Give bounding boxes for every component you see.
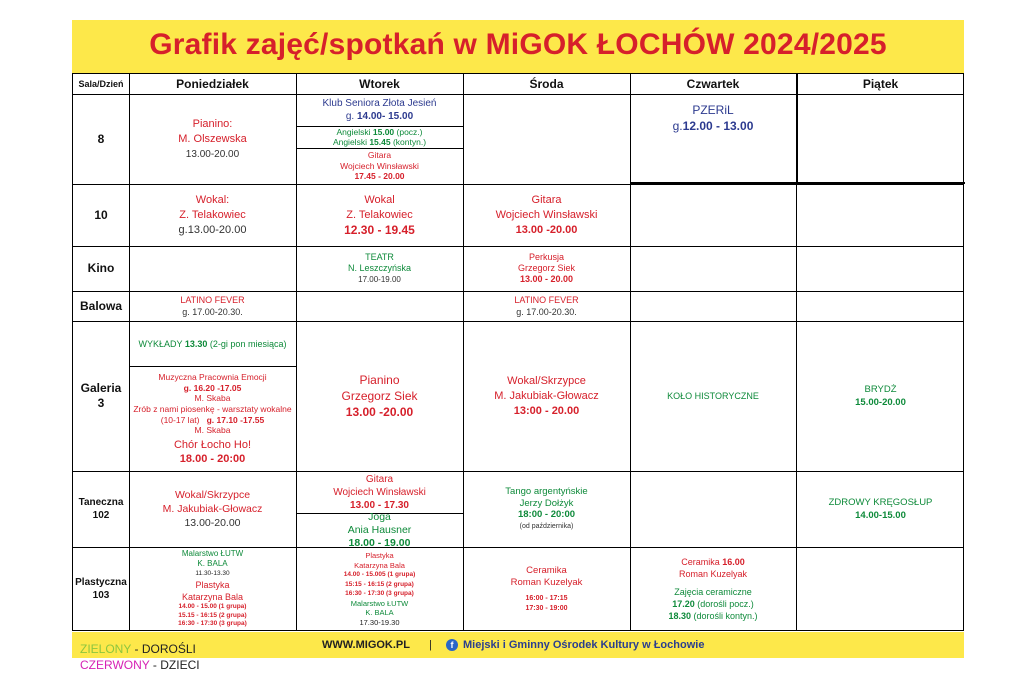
- class-instructor: Wojciech Winsławski: [333, 486, 426, 498]
- class-level: (dorośli pocz.): [694, 599, 754, 609]
- class-brydz: [796, 321, 965, 471]
- class-wokal-skrzypce-monday: [129, 471, 296, 547]
- class-ceramika-wednesday: [463, 547, 630, 631]
- class-time: 13.00 - 20.00: [519, 274, 574, 284]
- class-gitara-taneczna: [296, 471, 463, 513]
- class-latino-monday: [129, 291, 296, 321]
- footer-bar: [72, 632, 964, 658]
- room-plastyczna-name: Plastyczna: [75, 577, 127, 588]
- class-time: 13.30: [184, 338, 208, 349]
- legend-green: [80, 642, 196, 656]
- class-title: Perkusja: [528, 252, 564, 262]
- class-instructor: Ania Hausner: [347, 524, 412, 536]
- header-room-day: Sala/Dzień: [78, 79, 124, 89]
- class-title: Gitara: [531, 193, 562, 206]
- room-taneczna: [73, 471, 129, 547]
- room-balowa: Balowa: [79, 298, 122, 313]
- class-instructor: M. Skaba: [194, 425, 231, 436]
- class-angielski-begin: [336, 127, 422, 137]
- website-link[interactable]: WWW.MIGOK.PL: [322, 639, 410, 651]
- legend-separator: -: [149, 658, 161, 672]
- room-galeria-name: Galeria: [80, 381, 122, 395]
- class-time: 15.00-20.00: [855, 397, 906, 408]
- class-title: Pianino:: [192, 117, 233, 130]
- class-time: 17.30-19.30: [359, 617, 400, 627]
- class-title: Ceramika: [681, 557, 723, 567]
- class-group-1: 14.00 - 15.00 (1 grupa): [178, 603, 247, 611]
- class-title: LATINO FEVER: [180, 295, 245, 305]
- class-title: Klub Seniora Złota Jesień: [322, 98, 437, 109]
- class-title: Zrób z nami piosenkę - warsztaty wokalne: [133, 404, 292, 414]
- time-value: 12.00 - 13.00: [682, 119, 754, 133]
- class-title: Wokal/Skrzypce: [174, 489, 251, 501]
- class-instructor: Katarzyna Bala: [354, 560, 405, 570]
- class-group-2: 15.15 - 16:15 (2 grupa): [178, 611, 247, 619]
- class-perkusja: [463, 246, 630, 291]
- class-level: (dorośli kontyn.): [691, 611, 758, 621]
- class-group-2: 15:15 - 16:15 (2 grupa): [345, 580, 414, 588]
- legend-meaning: DOROŚLI: [141, 642, 196, 656]
- class-time: 12.30 - 19.45: [344, 222, 415, 237]
- class-plastyka-tuesday: [296, 547, 463, 631]
- class-time: 14.00-15.00: [855, 510, 906, 521]
- class-title: Pianino: [359, 373, 400, 387]
- class-joga: [296, 511, 463, 549]
- class-time: 18:00 - 20:00: [517, 509, 576, 520]
- schedule-table: [72, 73, 964, 631]
- class-instructor: K. BALA: [197, 559, 228, 569]
- class-time: 17.00-19.00: [358, 275, 401, 284]
- class-title: Plastyka: [365, 551, 394, 560]
- class-ceramika-thursday: [630, 547, 796, 631]
- header-monday: Poniedziałek: [176, 77, 249, 91]
- class-time: 18.30: [668, 611, 691, 621]
- class-note: (2-gi pon miesiąca): [207, 338, 287, 349]
- class-time: [673, 118, 754, 134]
- class-title: Wokal:: [195, 193, 230, 206]
- legend-color-name: ZIELONY: [80, 642, 132, 656]
- class-time: g. 16.20 -17.05: [183, 382, 242, 393]
- class-title: TEATR: [365, 252, 394, 262]
- class-title: Joga: [368, 511, 391, 523]
- class-level: (pocz.): [394, 127, 423, 137]
- class-time: 13.00 - 17.30: [350, 499, 409, 511]
- class-time: 15.00: [372, 127, 395, 137]
- class-title: LATINO FEVER: [514, 295, 579, 305]
- room-kino: Kino: [87, 261, 115, 275]
- class-instructor: N. Leszczyńska: [347, 263, 412, 273]
- class-wokal-tuesday: [296, 184, 463, 246]
- class-level: (kontyn.): [390, 137, 427, 147]
- class-title: Wokal: [364, 193, 395, 206]
- class-instructor: M. Olszewska: [178, 132, 247, 145]
- class-time: [346, 110, 413, 123]
- class-instructor: M. Jakubiak-Głowacz: [162, 503, 263, 515]
- class-group-1: 14.00 - 15.005 (1 grupa): [343, 571, 416, 578]
- class-time: 13:00 - 20.00: [513, 404, 580, 417]
- room-taneczna-name: Taneczna: [78, 497, 124, 508]
- class-ceramika-line: [681, 556, 745, 568]
- class-teatr: [296, 246, 463, 291]
- class-instructor: K. BALA: [365, 608, 394, 617]
- class-title: BRYDŻ: [864, 384, 897, 395]
- class-instructor: Roman Kuzelyak: [678, 569, 748, 579]
- class-time: g. 17.00-20.30.: [182, 307, 243, 317]
- room-taneczna-number: 102: [92, 510, 110, 521]
- class-instructor: Wojciech Winsławski: [340, 160, 419, 171]
- class-tango: [463, 471, 630, 547]
- room-10: 10: [94, 207, 108, 222]
- header-tuesday: Wtorek: [359, 77, 400, 91]
- class-plastyka-monday: [129, 547, 296, 631]
- class-kolo-historyczne: KOŁO HISTORYCZNE: [667, 391, 759, 401]
- class-title: Plastyka: [195, 580, 230, 591]
- class-title: Wokal/Skrzypce: [507, 374, 586, 387]
- class-title: WYKŁADY: [138, 338, 185, 349]
- class-wokal-monday: [129, 184, 296, 246]
- title-banner: [72, 20, 964, 73]
- class-title: ZDROWY KRĘGOSŁUP: [828, 497, 933, 508]
- facebook-link[interactable]: [446, 639, 704, 651]
- class-latino-wednesday: [463, 291, 630, 321]
- class-group-continue: [668, 610, 757, 622]
- class-time: 13.00 -20.00: [345, 405, 414, 419]
- class-time: 15.45: [369, 137, 391, 147]
- class-group-3: 16:30 - 17:30 (3 grupa): [345, 590, 414, 597]
- legend-color-name: CZERWONY: [80, 658, 150, 672]
- header-wednesday: Środa: [529, 77, 564, 91]
- class-zdrowy-kregoslup: [796, 471, 965, 547]
- class-time: g. 17.10 -17.55: [206, 414, 265, 425]
- page-title: Grafik zajęć/spotkań w MiGOK ŁOCHÓW 2024/2025: [149, 28, 887, 61]
- class-group-begin: [672, 598, 754, 610]
- class-angielski-continue: [333, 137, 426, 147]
- class-time: 18.00 - 19.00: [348, 537, 411, 549]
- class-note: (od października): [519, 522, 574, 530]
- class-age-time: [161, 415, 265, 426]
- class-instructor: M. Jakubiak-Głowacz: [494, 389, 599, 402]
- class-title: Malarstwo ŁUTW: [350, 598, 409, 608]
- class-time: g. 17.00-20.30.: [516, 307, 577, 317]
- class-wokal-skrzypce-wednesday: [463, 321, 630, 471]
- legend-meaning: DZIECI: [160, 658, 200, 672]
- class-time: 11.30-13.30: [195, 570, 230, 578]
- class-time: 17.45 - 20.00: [354, 171, 405, 182]
- class-pianino-siek: [296, 321, 463, 471]
- class-title: Angielski: [332, 137, 370, 147]
- legend-separator: -: [131, 642, 142, 656]
- class-time: 17.20: [672, 599, 695, 609]
- class-wyklady-text: [139, 339, 287, 349]
- room-galeria-number: 3: [97, 396, 105, 410]
- class-klub-seniora: [296, 94, 463, 126]
- class-title: Malarstwo ŁUTW: [181, 549, 244, 559]
- class-instructor: Z. Telakowiec: [179, 208, 246, 221]
- class-time: 18.00 - 20:00: [179, 452, 246, 465]
- class-instructor: Grzegorz Siek: [517, 263, 576, 273]
- class-group-3: 16:30 - 17:30 (3 grupa): [178, 620, 247, 628]
- class-instructor: Z. Telakowiec: [346, 208, 413, 221]
- class-title: Angielski: [336, 127, 373, 137]
- class-title: PZERiL: [692, 103, 734, 117]
- class-time: 13.00-20.00: [184, 517, 241, 529]
- class-instructor: M. Skaba: [194, 393, 231, 404]
- facebook-icon: f: [446, 639, 458, 651]
- class-pzeril: [630, 94, 796, 142]
- header-thursday: Czwartek: [686, 77, 740, 91]
- class-instructor: Roman Kuzelyak: [510, 577, 583, 588]
- class-age: (10-17 lat): [160, 414, 200, 425]
- class-angielski: [296, 126, 463, 148]
- class-time: 17:30 - 19:00: [525, 604, 568, 612]
- room-plastyczna: [73, 547, 129, 631]
- room-plastyczna-number: 103: [92, 590, 110, 601]
- time-value: 14.00- 15.00: [356, 111, 414, 122]
- class-time: 16:00 - 17:15: [525, 594, 568, 602]
- class-instructor: Jerzy Dołżyk: [519, 497, 574, 509]
- room-8: 8: [97, 131, 105, 146]
- class-title: Ceramika: [526, 564, 567, 576]
- class-gitara-wednesday: [463, 184, 630, 246]
- class-pianino-olszewska: [129, 94, 296, 184]
- class-title: Gitara: [367, 150, 392, 161]
- legend-red: [80, 658, 200, 672]
- class-instructor: Wojciech Winsławski: [495, 208, 598, 221]
- time-prefix: g.: [672, 119, 683, 133]
- class-time: 13.00 -20.00: [515, 223, 578, 236]
- class-instructor: Katarzyna Bala: [181, 592, 244, 603]
- class-title: Gitara: [365, 473, 394, 485]
- class-title: Zajęcia ceramiczne: [674, 587, 752, 597]
- header-friday: Piątek: [862, 77, 899, 91]
- class-title: Muzyczna Pracownia Emocji: [158, 372, 267, 383]
- time-prefix: g.: [345, 111, 357, 122]
- class-title: Tango argentyńskie: [505, 486, 588, 497]
- class-wyklady: [129, 321, 296, 366]
- class-title: Chór Łocho Ho!: [173, 438, 252, 451]
- class-time: 16.00: [722, 557, 745, 567]
- class-instructor: Grzegorz Siek: [341, 389, 418, 403]
- facebook-page-name: Miejski i Gminny Ośrodek Kultury w Łochowie: [463, 639, 705, 651]
- class-gitara-tuesday: [296, 148, 463, 184]
- class-time: 13.00-20.00: [185, 148, 240, 160]
- room-galeria: [73, 321, 129, 471]
- class-muzyczna-pracownia: [129, 367, 296, 471]
- footer-separator: |: [429, 639, 432, 651]
- class-time: g.13.00-20.00: [178, 223, 247, 236]
